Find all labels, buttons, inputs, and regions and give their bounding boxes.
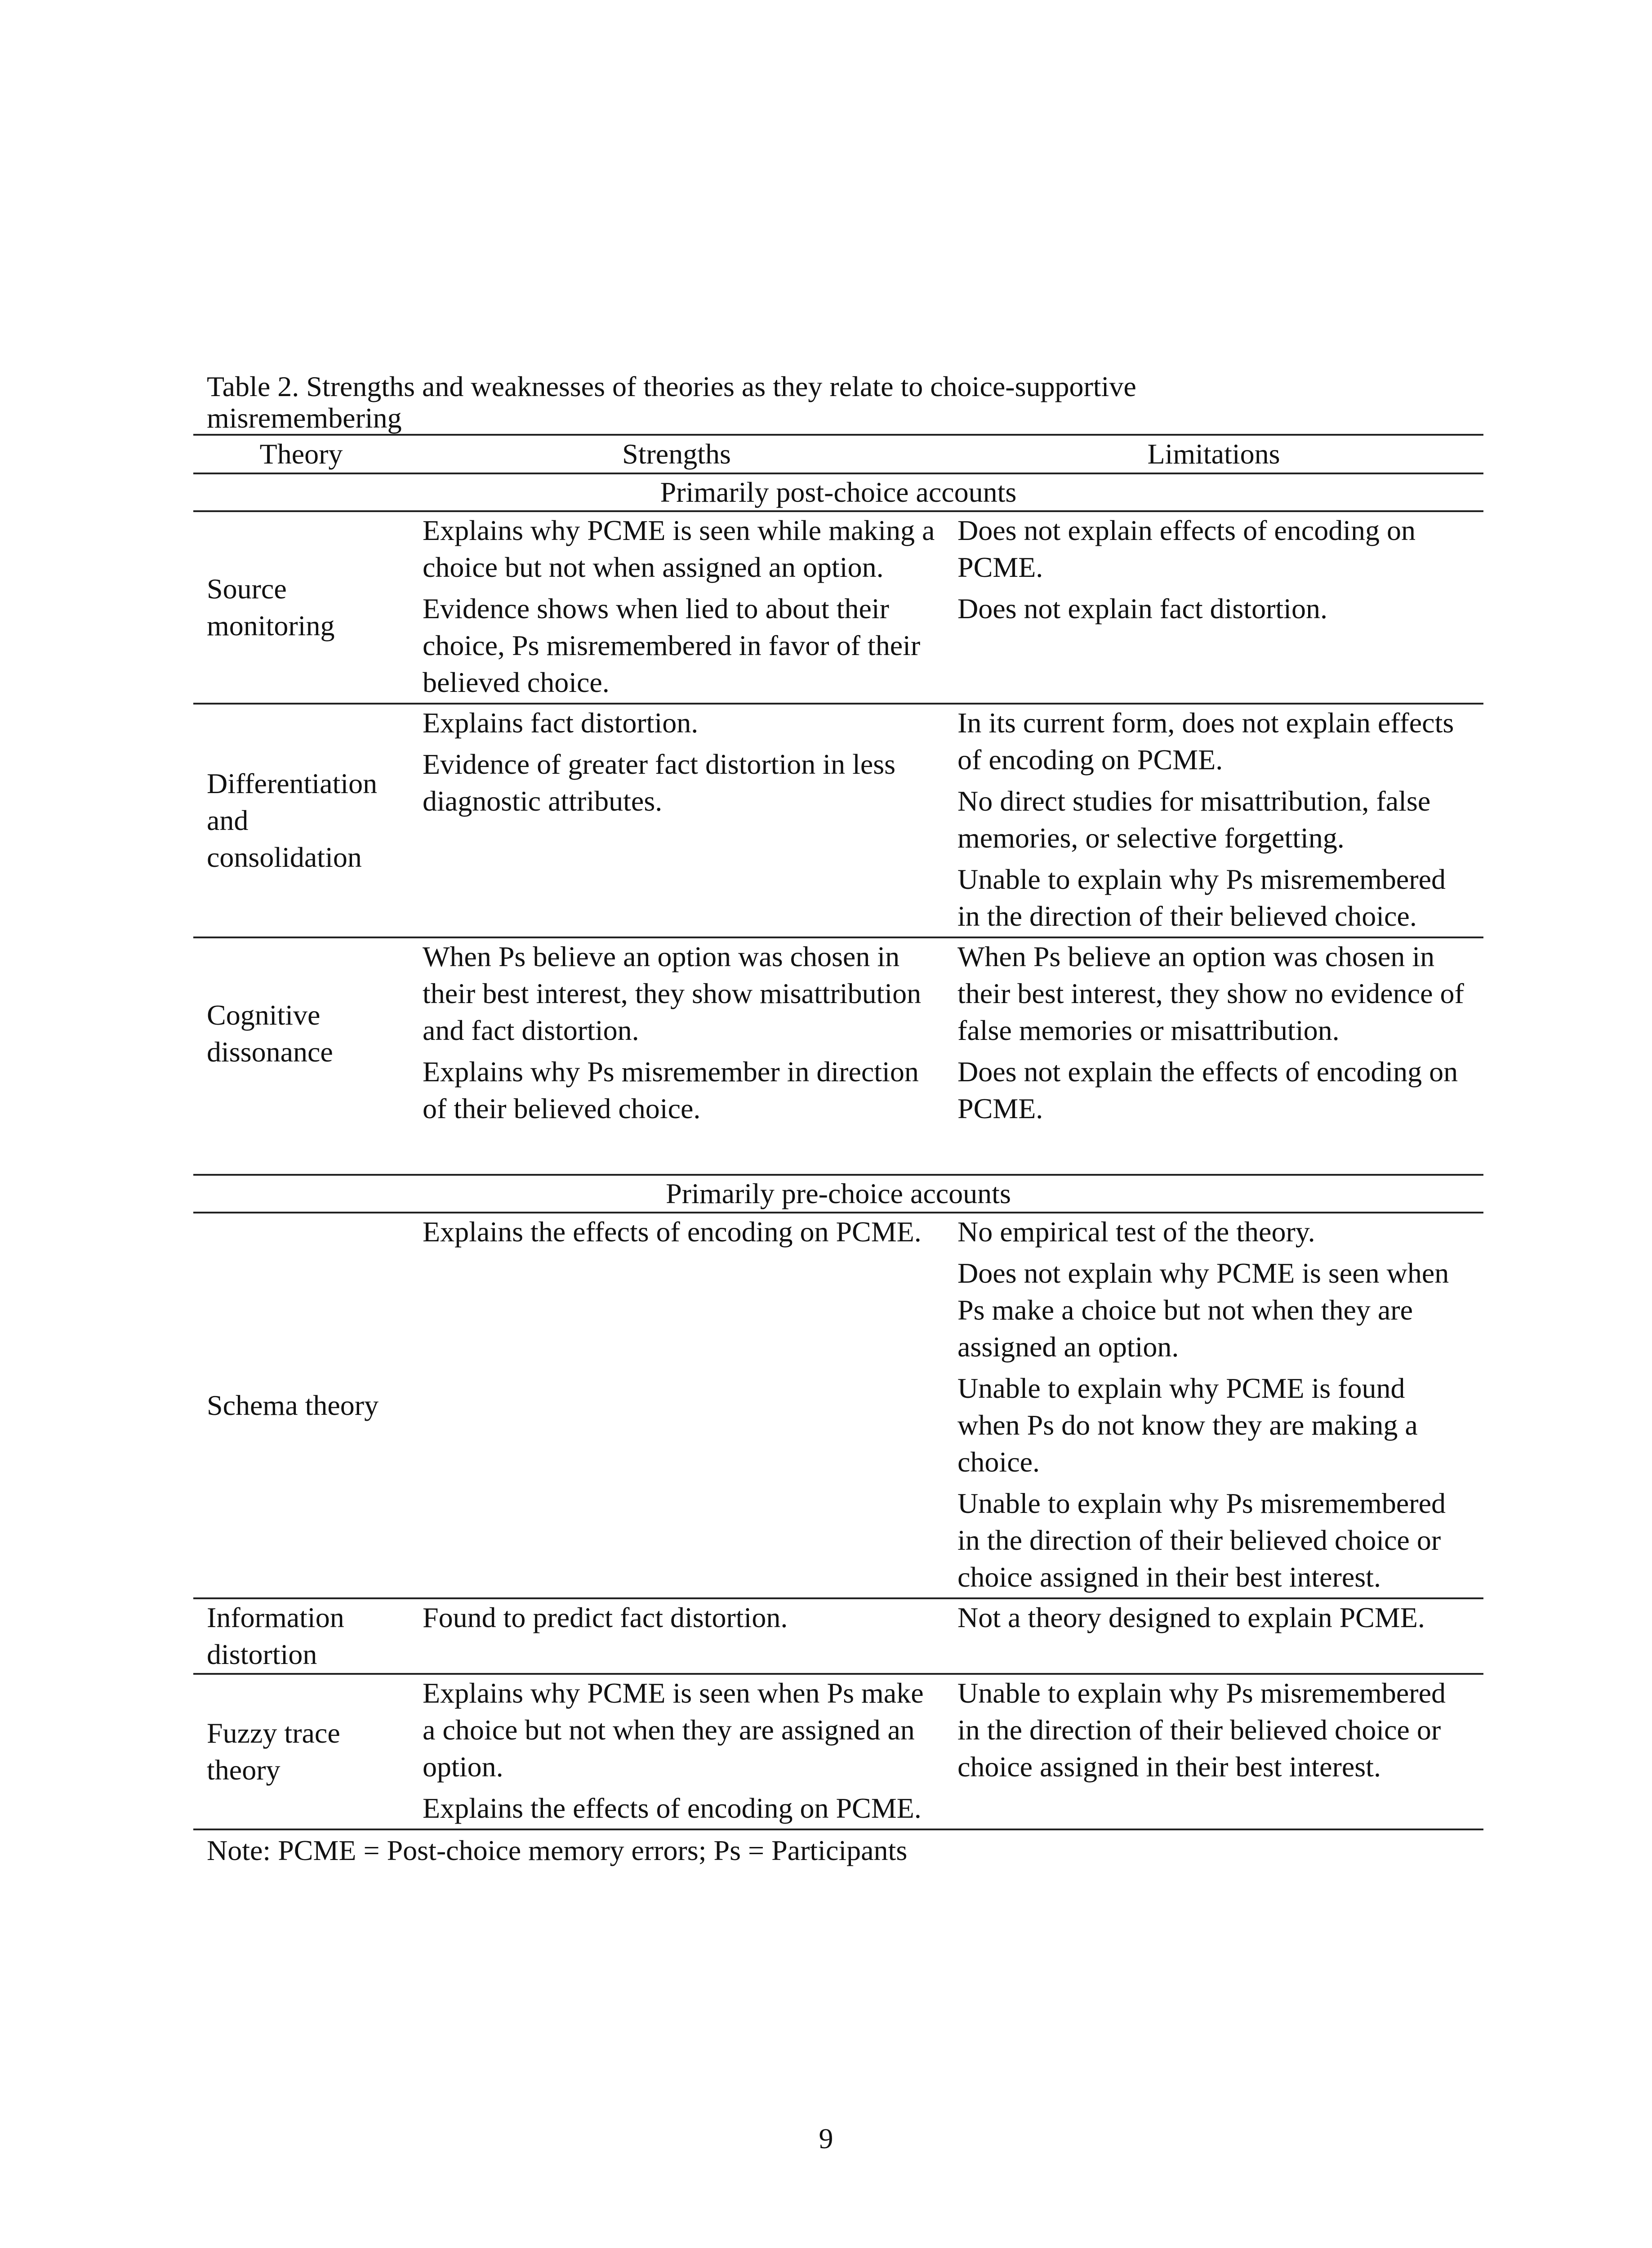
- section-post-choice: Primarily post-choice accounts: [193, 473, 1483, 511]
- strength-item: Evidence shows when lied to about their choice, Ps misremembered in favor of their believed choice.: [423, 593, 921, 698]
- strengths-cell: [409, 1598, 944, 1674]
- limitation-item: Unable to explain why Ps misremembered in the direction of their believed choice or choice assigned in their best interest.: [957, 1677, 1446, 1783]
- limitation-item: No direct studies for misattribution, false memories, or selective forgetting.: [957, 785, 1431, 854]
- section-pre-choice: Primarily pre-choice accounts: [193, 1175, 1483, 1213]
- theory-cell: Source monitoring: [193, 511, 409, 704]
- strength-item: Explains why Ps misremember in direction of their believed choice.: [423, 1056, 919, 1124]
- strength-item: Explains the effects of encoding on PCME.: [423, 1792, 922, 1824]
- strength-item: Evidence of greater fact distortion in less diagnostic attributes.: [423, 748, 896, 817]
- strength-item: Explains the effects of encoding on PCME.: [423, 1216, 922, 1248]
- theory-cell: Information distortion: [193, 1598, 409, 1674]
- strength-item: Explains why PCME is seen when Ps make a choice but not when they are assigned an option.: [423, 1677, 924, 1783]
- limitations-cell: [944, 511, 1483, 704]
- table-note: Note: PCME = Post-choice memory errors; Ps = Participants: [207, 1834, 908, 1866]
- table-row: [193, 1598, 1483, 1674]
- strength-item: Explains why PCME is seen while making a choice but not when assigned an option.: [423, 514, 935, 583]
- theory-cell: Differentiation and consolidation: [193, 704, 409, 937]
- theories-table: [193, 434, 1483, 1830]
- limitation-item: Does not explain fact distortion.: [957, 593, 1327, 624]
- document-page: [193, 371, 1483, 1869]
- header-row: [193, 435, 1483, 473]
- strengths-cell: [409, 704, 944, 937]
- header-strengths: Strengths: [409, 435, 944, 473]
- table-row: [193, 511, 1483, 704]
- strengths-cell: [409, 511, 944, 704]
- header-limitations: Limitations: [944, 435, 1483, 473]
- strengths-cell: [409, 1674, 944, 1829]
- limitation-item: In its current form, does not explain effects of encoding on PCME.: [957, 707, 1454, 776]
- table-row: [193, 1674, 1483, 1829]
- limitation-item: Unable to explain why Ps misremembered in the direction of their believed choice or choice assigned in their best interest.: [957, 1487, 1446, 1593]
- limitation-item: No empirical test of the theory.: [957, 1216, 1315, 1248]
- table-row: [193, 704, 1483, 937]
- limitation-item: Does not explain why PCME is seen when Ps make a choice but not when they are assigned an option.: [957, 1257, 1449, 1363]
- limitations-cell: [944, 704, 1483, 937]
- theory-cell: Fuzzy trace theory: [193, 1674, 409, 1829]
- limitations-cell: [944, 1213, 1483, 1598]
- limitation-item: Does not explain effects of encoding on PCME.: [957, 514, 1416, 583]
- limitations-cell: [944, 937, 1483, 1129]
- strength-item: When Ps believe an option was chosen in their best interest, they show misattribution and fact distortion.: [423, 941, 922, 1046]
- spacer-row: [193, 1129, 1483, 1175]
- limitation-item: Unable to explain why PCME is found when Ps do not know they are making a choice.: [957, 1372, 1418, 1478]
- header-theory: Theory: [193, 435, 409, 473]
- limitation-item: Unable to explain why Ps misremembered in the direction of their believed choice.: [957, 863, 1446, 932]
- table-row: [193, 1213, 1483, 1598]
- strengths-cell: [409, 937, 944, 1129]
- limitation-item: Does not explain the effects of encoding on PCME.: [957, 1056, 1458, 1124]
- limitations-cell: [944, 1674, 1483, 1829]
- strength-item: Explains fact distortion.: [423, 707, 699, 739]
- limitations-cell: [944, 1598, 1483, 1674]
- page-number: 9: [819, 2123, 833, 2154]
- limitation-item: When Ps believe an option was chosen in their best interest, they show no evidence of false memories or misattribution.: [957, 941, 1464, 1046]
- table-caption: Table 2. Strengths and weaknesses of theories as they relate to choice-supportive misremembering: [207, 370, 1136, 434]
- strengths-cell: [409, 1213, 944, 1598]
- section-row: [193, 473, 1483, 511]
- section-row: [193, 1175, 1483, 1213]
- theory-cell: Cognitive dissonance: [207, 999, 333, 1068]
- theory-cell: Schema theory: [193, 1213, 409, 1598]
- table-row: [193, 937, 1483, 1129]
- strength-item: Found to predict fact distortion.: [423, 1601, 788, 1633]
- limitation-item: Not a theory designed to explain PCME.: [957, 1601, 1425, 1633]
